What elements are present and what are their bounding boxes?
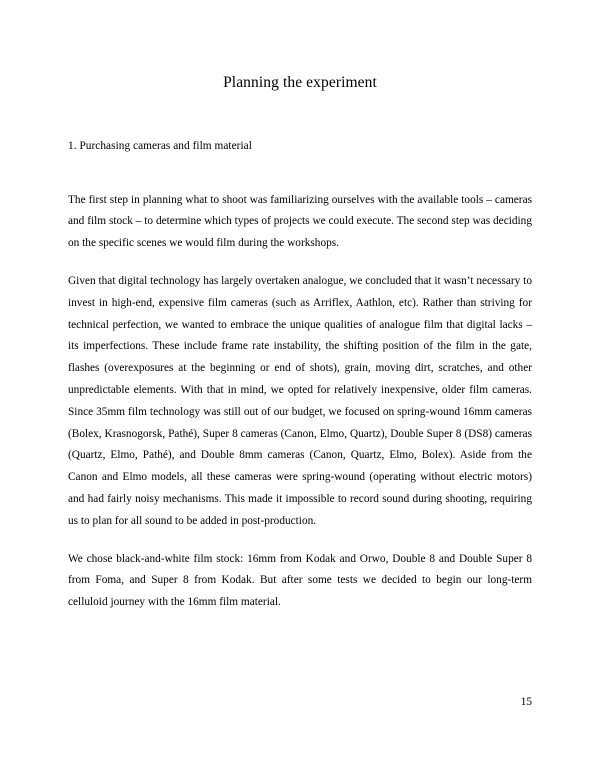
page-number: 15 [520, 696, 532, 708]
section-heading: 1. Purchasing cameras and film material [68, 139, 252, 152]
page-title: Planning the experiment [223, 74, 377, 91]
paragraph-3: We chose black-and-white film stock: 16mm from Kodak and Orwo, Double 8 and Double Super 8 from Foma, and Super 8 from Kodak. But after some tests we decided to begin our long-term celluloid journey with the 16mm film material. [68, 552, 532, 609]
paragraph-1: The first step in planning what to shoot was familiarizing ourselves with the available tools – cameras and film stock – to determine which types of projects we could execute. The second step was deciding on the specific scenes we would film during the workshops. [68, 193, 532, 250]
paragraph-2: Given that digital technology has largely overtaken analogue, we concluded that it wasn’t necessary to invest in high-end, expensive film cameras (such as Arriflex, Aathlon, etc). Rather than striving for technical perfection, we wanted to embrace the unique qualities of analogue film that digital lacks – its imperfections. These include frame rate instability, the shifting position of the film in the gate, flashes (overexposures at the beginning or end of shots), grain, moving dirt, scratches, and other unpredictable elements. With that in mind, we opted for relatively inexpensive, older film cameras. Since 35mm film technology was still out of our budget, we focused on spring-wound 16mm cameras (Bolex, Krasnogorsk, Pathé), Super 8 cameras (Canon, Elmo, Quartz), Double Super 8 (DS8) cameras (Quartz, Elmo, Pathé), and Double 8mm cameras (Canon, Quartz, Elmo, Bolex). Aside from the Canon and Elmo models, all these cameras were spring-wound (operating without electric motors) and had fairly noisy mechanisms. This made it impossible to record sound during shooting, requiring us to plan for all sound to be added in post-production. [68, 275, 532, 527]
